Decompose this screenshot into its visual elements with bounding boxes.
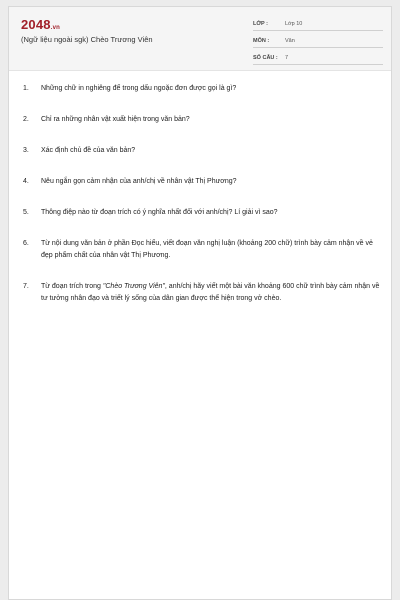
question-item <box>23 83 383 95</box>
meta-label-class: LỚP : <box>253 21 268 27</box>
question-text: Chỉ ra những nhân vật xuất hiện trong văn bản? <box>41 116 190 123</box>
meta-value-class: Lớp 10 <box>285 21 303 27</box>
meta-label-count: SỐ CÂU : <box>253 55 278 61</box>
meta-label-subject: MÔN : <box>253 38 270 44</box>
question-number: 4. <box>23 178 29 185</box>
question-number: 3. <box>23 147 29 154</box>
worksheet-meta <box>253 15 383 66</box>
site-logo[interactable] <box>21 17 60 32</box>
question-number: 7. <box>23 283 29 290</box>
meta-row-class <box>253 15 383 31</box>
meta-row-subject <box>253 32 383 48</box>
meta-row-count <box>253 49 383 65</box>
question-item <box>23 281 383 305</box>
question-number: 5. <box>23 209 29 216</box>
meta-value-count: 7 <box>285 55 289 61</box>
question-text <box>41 281 383 305</box>
meta-value-subject: Văn <box>285 38 295 44</box>
question-text: Thông điệp nào từ đoạn trích có ý nghĩa nhất đối với anh/chị? Lí giải vì sao? <box>41 209 278 216</box>
question-item <box>23 176 383 188</box>
question-item <box>23 238 383 262</box>
question-item <box>23 207 383 219</box>
worksheet-header <box>9 7 391 71</box>
question-number: 6. <box>23 240 29 247</box>
worksheet <box>8 6 392 600</box>
question-text-post: , anh/chị hãy viết một bài văn khoảng 600 chữ trình bày cảm nhận về tư tưởng nhân đạo và triết lý sống của dân gian được thể hiện trong vở chèo. <box>41 283 380 302</box>
question-text: Những chữ in nghiêng để trong dấu ngoặc đơn được gọi là gì? <box>41 85 237 92</box>
question-text: Nêu ngắn gọn cảm nhận của anh/chị về nhân vật Thị Phương? <box>41 178 237 185</box>
question-item <box>23 114 383 126</box>
logo-suffix: .vn <box>50 25 61 31</box>
question-item <box>23 145 383 157</box>
question-number: 1. <box>23 85 29 92</box>
logo-main: 2048 <box>21 17 51 32</box>
question-text: Từ nội dung văn bản ở phần Đọc hiểu, viết đoạn văn nghị luận (khoảng 200 chữ) trình bày cảm nhận về vẻ đẹp phẩm chất của nhân vật Thị Phương. <box>41 240 373 259</box>
question-number: 2. <box>23 116 29 123</box>
worksheet-title: (Ngữ liệu ngoài sgk) Chèo Trương Viên <box>21 35 153 44</box>
question-text-pre: Từ đoạn trích trong <box>41 283 103 290</box>
question-text-italic: "Chèo Trương Viên" <box>102 283 165 290</box>
question-text: Xác định chủ đề của văn bản? <box>41 147 136 154</box>
question-list <box>23 83 383 305</box>
